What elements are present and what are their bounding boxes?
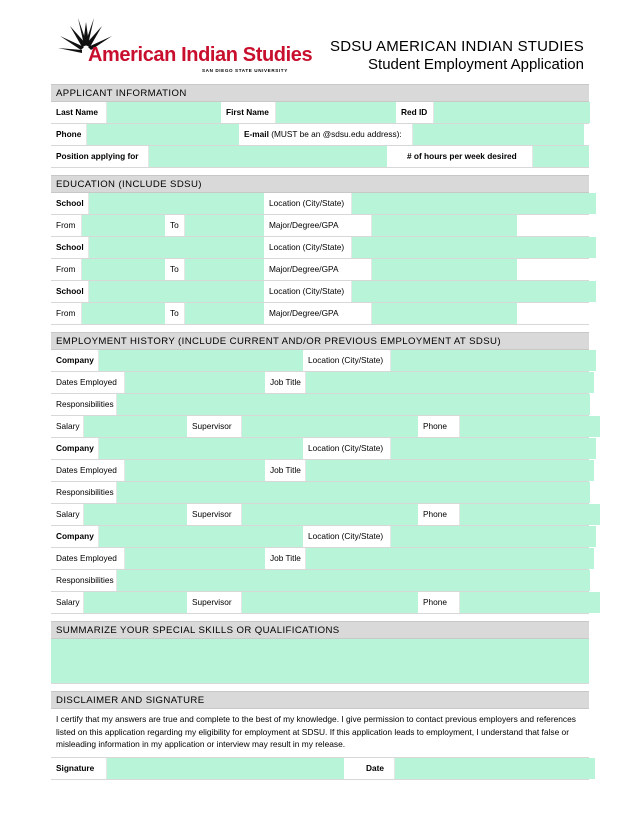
employment-1-location-field[interactable]	[390, 350, 596, 371]
location-label: Location (City/State)	[264, 193, 351, 214]
logo-wordmark: American Indian Studies	[88, 44, 313, 66]
job-title-label: Job Title	[265, 372, 305, 393]
signature-row	[51, 757, 589, 780]
school-label: School	[51, 237, 88, 258]
applicant-row-name	[51, 102, 589, 124]
hours-field[interactable]	[532, 146, 589, 167]
employment-3-location-field[interactable]	[390, 526, 596, 547]
section-applicant-header: APPLICANT INFORMATION	[51, 84, 589, 102]
job-title-label: Job Title	[265, 548, 305, 569]
employment-3-dates-field[interactable]	[124, 548, 265, 569]
education-1-to-field[interactable]	[184, 215, 264, 236]
email-label-bold: E-mail	[244, 129, 269, 139]
dates-employed-label: Dates Employed	[51, 548, 124, 569]
red-id-field[interactable]	[433, 102, 590, 123]
location-label: Location (City/State)	[303, 438, 390, 459]
employment-1-job-title-field[interactable]	[305, 372, 594, 393]
phone-label: Phone	[418, 416, 459, 437]
location-label: Location (City/State)	[264, 281, 351, 302]
education-1-dates-row	[51, 215, 589, 237]
employment-2-company-field[interactable]	[98, 438, 303, 459]
signature-spacer	[344, 758, 361, 779]
first-name-field[interactable]	[275, 102, 396, 123]
to-label: To	[165, 259, 184, 280]
education-3-school-row	[51, 281, 589, 303]
disclaimer-text: I certify that my answers are true and complete to the best of my knowledge. I give permission to contact previous employers and references listed on this application regarding my eligibility for employment at SDSU. If this application leads to employment, I understand that false or misleading information in my application or interview may result in my release.	[51, 709, 589, 757]
education-1-school-row	[51, 193, 589, 215]
company-label: Company	[51, 350, 98, 371]
salary-label: Salary	[51, 416, 83, 437]
salary-label: Salary	[51, 504, 83, 525]
employment-3-responsibilities-field[interactable]	[116, 570, 590, 591]
employment-1-phone-field[interactable]	[459, 416, 600, 437]
education-1-spacer	[517, 215, 583, 236]
education-2-major-field[interactable]	[371, 259, 517, 280]
dates-employed-label: Dates Employed	[51, 372, 124, 393]
section-employment-header: EMPLOYMENT HISTORY (INCLUDE CURRENT AND/OR PREVIOUS EMPLOYMENT AT SDSU)	[51, 332, 589, 350]
location-label: Location (City/State)	[303, 526, 390, 547]
salary-label: Salary	[51, 592, 83, 613]
employment-1-salary-row	[51, 416, 589, 438]
employment-1-company-field[interactable]	[98, 350, 303, 371]
skills-field[interactable]	[51, 639, 589, 684]
education-1-from-field[interactable]	[81, 215, 165, 236]
phone-label: Phone	[418, 504, 459, 525]
logo-university-text: SAN DIEGO STATE UNIVERSITY	[202, 68, 288, 73]
employment-3-phone-field[interactable]	[459, 592, 600, 613]
applicant-row-position	[51, 146, 589, 168]
email-field[interactable]	[412, 124, 584, 145]
employment-2-dates-row	[51, 460, 589, 482]
education-1-major-field[interactable]	[371, 215, 517, 236]
section-disclaimer-header: DISCLAIMER AND SIGNATURE	[51, 691, 589, 709]
education-3-major-field[interactable]	[371, 303, 517, 324]
red-id-label: Red ID	[396, 102, 433, 123]
employment-3-company-row	[51, 526, 589, 548]
employment-1-supervisor-field[interactable]	[241, 416, 418, 437]
company-label: Company	[51, 526, 98, 547]
first-name-label: First Name	[221, 102, 275, 123]
last-name-field[interactable]	[106, 102, 221, 123]
education-1-location-field[interactable]	[351, 193, 596, 214]
employment-2-company-row	[51, 438, 589, 460]
major-label: Major/Degree/GPA	[264, 215, 371, 236]
page-subtitle: Student Employment Application	[368, 56, 584, 73]
employment-1-resp-row	[51, 394, 589, 416]
education-3-spacer	[517, 303, 583, 324]
responsibilities-label: Responsibilities	[51, 570, 116, 591]
employment-1-dates-row	[51, 372, 589, 394]
employment-2-phone-field[interactable]	[459, 504, 600, 525]
employment-1-salary-field[interactable]	[83, 416, 187, 437]
responsibilities-label: Responsibilities	[51, 394, 116, 415]
employment-2-location-field[interactable]	[390, 438, 596, 459]
to-label: To	[165, 215, 184, 236]
position-field[interactable]	[148, 146, 387, 167]
education-2-from-field[interactable]	[81, 259, 165, 280]
hours-label: # of hours per week desired	[402, 146, 532, 167]
employment-2-responsibilities-field[interactable]	[116, 482, 590, 503]
employment-3-job-title-field[interactable]	[305, 548, 594, 569]
education-2-location-field[interactable]	[351, 237, 596, 258]
section-skills-header: SUMMARIZE YOUR SPECIAL SKILLS OR QUALIFICATIONS	[51, 621, 589, 639]
from-label: From	[51, 303, 81, 324]
education-3-from-field[interactable]	[81, 303, 165, 324]
education-2-school-field[interactable]	[88, 237, 264, 258]
school-label: School	[51, 281, 88, 302]
last-name-label: Last Name	[51, 102, 106, 123]
supervisor-label: Supervisor	[187, 592, 241, 613]
page-title: SDSU AMERICAN INDIAN STUDIES	[330, 38, 584, 55]
responsibilities-label: Responsibilities	[51, 482, 116, 503]
application-form	[51, 84, 589, 780]
position-spacer	[387, 146, 402, 167]
employment-3-company-field[interactable]	[98, 526, 303, 547]
location-label: Location (City/State)	[264, 237, 351, 258]
date-label: Date	[361, 758, 394, 779]
section-education-header: EDUCATION (INCLUDE SDSU)	[51, 175, 589, 193]
supervisor-label: Supervisor	[187, 504, 241, 525]
employment-2-job-title-field[interactable]	[305, 460, 594, 481]
education-2-spacer	[517, 259, 583, 280]
email-label	[239, 124, 412, 145]
job-title-label: Job Title	[265, 460, 305, 481]
education-1-school-field[interactable]	[88, 193, 264, 214]
employment-2-salary-row	[51, 504, 589, 526]
employment-2-supervisor-field[interactable]	[241, 504, 418, 525]
phone-label: Phone	[418, 592, 459, 613]
major-label: Major/Degree/GPA	[264, 259, 371, 280]
to-label: To	[165, 303, 184, 324]
employment-2-salary-field[interactable]	[83, 504, 187, 525]
employment-1-company-row	[51, 350, 589, 372]
employment-3-supervisor-field[interactable]	[241, 592, 418, 613]
location-label: Location (City/State)	[303, 350, 390, 371]
school-label: School	[51, 193, 88, 214]
employment-3-resp-row	[51, 570, 589, 592]
education-3-to-field[interactable]	[184, 303, 264, 324]
education-3-location-field[interactable]	[351, 281, 596, 302]
signature-label: Signature	[51, 758, 106, 779]
employment-1-dates-field[interactable]	[124, 372, 265, 393]
employment-3-salary-field[interactable]	[83, 592, 187, 613]
supervisor-label: Supervisor	[187, 416, 241, 437]
education-2-to-field[interactable]	[184, 259, 264, 280]
major-label: Major/Degree/GPA	[264, 303, 371, 324]
employment-3-salary-row	[51, 592, 589, 614]
email-label-note: (MUST be an @sdsu.edu address):	[268, 129, 402, 139]
education-3-dates-row	[51, 303, 589, 325]
education-3-school-field[interactable]	[88, 281, 264, 302]
applicant-row-contact	[51, 124, 589, 146]
education-2-dates-row	[51, 259, 589, 281]
education-2-school-row	[51, 237, 589, 259]
phone-label: Phone	[51, 124, 86, 145]
employment-3-dates-row	[51, 548, 589, 570]
from-label: From	[51, 259, 81, 280]
position-label: Position applying for	[51, 146, 148, 167]
employment-2-resp-row	[51, 482, 589, 504]
employment-2-dates-field[interactable]	[124, 460, 265, 481]
signature-field[interactable]	[106, 758, 344, 779]
phone-field[interactable]	[86, 124, 239, 145]
sdsu-ais-logo	[56, 16, 313, 76]
employment-1-responsibilities-field[interactable]	[116, 394, 590, 415]
from-label: From	[51, 215, 81, 236]
date-field[interactable]	[394, 758, 595, 779]
dates-employed-label: Dates Employed	[51, 460, 124, 481]
company-label: Company	[51, 438, 98, 459]
